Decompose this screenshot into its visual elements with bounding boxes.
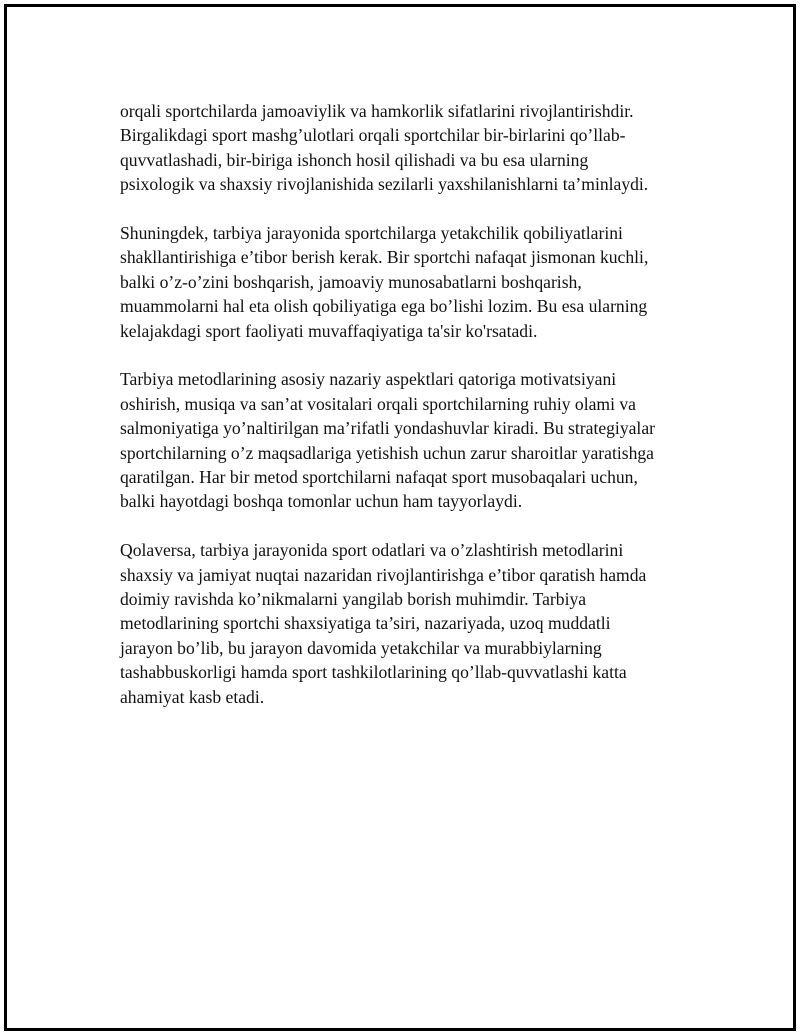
text-line: balki hayotdagi boshqa tomonlar uchun ham tayyorlaydi. (120, 491, 523, 512)
text-line: Shuningdek, tarbiya jarayonida sportchilarga yetakchilik qobiliyatlarini (120, 223, 623, 244)
text-line: metodlarining sportchi shaxsiyatiga ta’siri, nazariyada, uzoq muddatli (120, 613, 611, 634)
text-line: oshirish, musiqa va san’at vositalari orqali sportchilarning ruhiy olami va (120, 393, 636, 414)
text-line: qaratilgan. Har bir metod sportchilarni nafaqat sport musobaqalari uchun, (120, 467, 638, 488)
text-line: shaxsiy va jamiyat nuqtai nazaridan rivojlantirishga e’tibor qaratish hamda (120, 564, 647, 585)
text-line: jarayon bo’lib, bu jarayon davomida yetakchilar va murabbiylarning (120, 637, 602, 658)
text-line: Tarbiya metodlarining asosiy nazariy aspektlari qatoriga motivatsiyani (120, 369, 617, 390)
text-line: balki o’z-o’zini boshqarish, jamoaviy munosabatlarni boshqarish, (120, 271, 582, 292)
paragraph-4 (120, 538, 680, 709)
document-body (120, 99, 680, 734)
text-line: salmoniyatiga yo’naltirilgan ma’rifatli yondashuvlar kiradi. Bu strategiyalar (120, 418, 655, 439)
paragraph-1 (120, 99, 680, 197)
text-line: sportchilarning o’z maqsadlariga yetishish uchun zarur sharoitlar yaratishga (120, 442, 654, 463)
paragraph-3 (120, 367, 680, 513)
text-line: Birgalikdagi sport mashg’ulotlari orqali sportchilar bir-birlarini qo’llab- (120, 125, 626, 146)
text-line: shakllantirishiga e’tibor berish kerak. Bir sportchi nafaqat jismonan kuchli, (120, 247, 649, 268)
text-line: doimiy ravishda ko’nikmalarni yangilab borish muhimdir. Tarbiya (120, 589, 587, 610)
text-line: Qolaversa, tarbiya jarayonida sport odatlari va o’zlashtirish metodlarini (120, 540, 624, 561)
text-line: quvvatlashadi, bir-biriga ishonch hosil qilishadi va bu esa ularning (120, 149, 589, 170)
text-line: kelajakdagi sport faoliyati muvaffaqiyatiga ta'sir ko'rsatadi. (120, 320, 538, 341)
text-line: orqali sportchilarda jamoaviylik va hamkorlik sifatlarini rivojlantirishdir. (120, 101, 634, 121)
text-line: tashabbuskorligi hamda sport tashkilotlarining qo’llab-quvvatlashi katta (120, 662, 627, 683)
document-page (4, 4, 796, 1031)
paragraph-2 (120, 221, 680, 343)
text-line: psixologik va shaxsiy rivojlanishida sezilarli yaxshilanishlarni ta’minlaydi. (120, 174, 649, 195)
text-line: ahamiyat kasb etadi. (120, 686, 265, 707)
text-line: muammolarni hal eta olish qobiliyatiga ega bo’lishi lozim. Bu esa ularning (120, 296, 648, 317)
